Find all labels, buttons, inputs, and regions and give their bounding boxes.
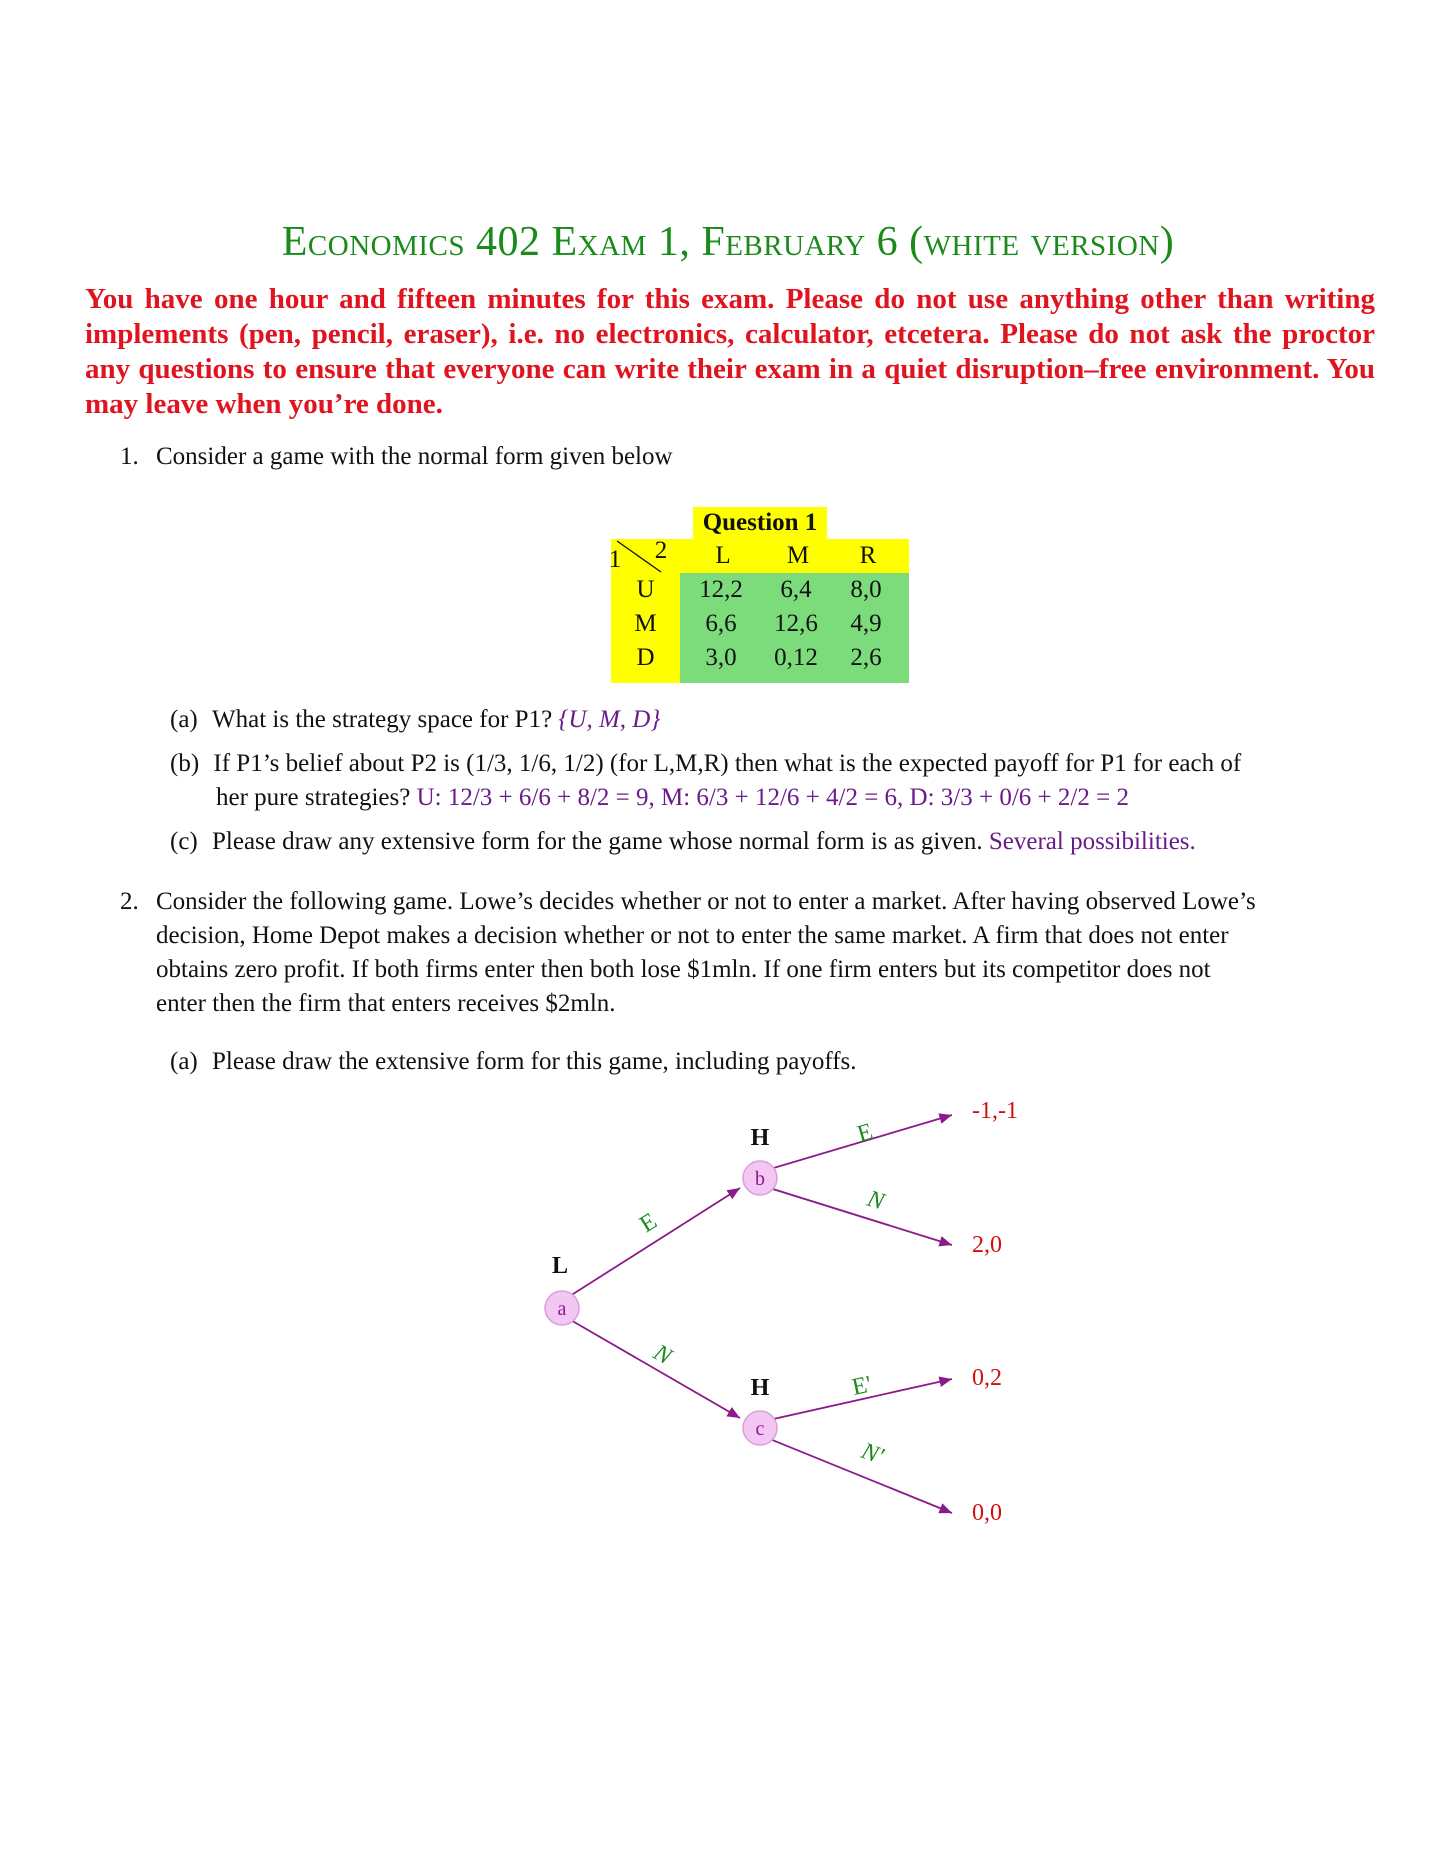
answer-text: Several possibilities. xyxy=(988,828,1196,855)
part-label: (c) xyxy=(170,828,198,855)
edge-root-enter xyxy=(562,1188,740,1301)
table-cell: 3,0 xyxy=(705,644,737,671)
question-line: obtains zero profit. If both firms enter then both lose $1mln. If one firm enters but its competitor does not xyxy=(156,956,1211,983)
question-1b-continued xyxy=(216,781,1386,815)
node-label: a xyxy=(557,1298,567,1320)
row-header: D xyxy=(636,644,655,671)
question-line: Consider the following game. Lowe’s decides whether or not to enter a market. After having observed Lowe’s xyxy=(156,888,1256,915)
part-label: (b) xyxy=(170,750,200,777)
edge-label: N xyxy=(649,1339,676,1371)
player-label: H xyxy=(750,1375,770,1401)
payoff-label: 0,0 xyxy=(972,1500,1002,1526)
question-text: Consider a game with the normal form given below xyxy=(156,443,673,470)
player-label: L xyxy=(551,1253,569,1279)
extensive-form-tree xyxy=(520,1085,1040,1545)
corner-player1: 1 xyxy=(608,546,622,573)
question-1c xyxy=(170,825,1380,859)
node-label: c xyxy=(755,1418,765,1440)
question-1b xyxy=(170,747,1380,781)
table-cell: 6,4 xyxy=(780,576,812,603)
table-cell: 12,6 xyxy=(774,610,818,637)
edge-label: E xyxy=(854,1118,876,1148)
part-text: Please draw any extensive form for the game whose normal form is as given. xyxy=(212,828,983,855)
row-header: M xyxy=(634,610,657,637)
player-label: H xyxy=(750,1125,770,1151)
answer-text: {U, M, D} xyxy=(558,706,661,733)
question-line: enter then the firm that enters receives $2mln. xyxy=(156,990,616,1017)
edge-root-not-enter xyxy=(562,1315,740,1418)
question-1 xyxy=(120,440,1380,474)
column-header: L xyxy=(715,542,731,569)
answer-text: U: 12/3 + 6/6 + 8/2 = 9, M: 6/3 + 12/6 + 4/2 = 6, D: 3/3 + 0/6 + 2/2 = 2 xyxy=(416,784,1129,811)
table-cell: 4,9 xyxy=(850,610,882,637)
part-text: her pure strategies? xyxy=(216,784,411,811)
question-line: decision, Home Depot makes a decision whether or not to enter the same market. A firm that does not enter xyxy=(156,922,1229,949)
payoff-label: 2,0 xyxy=(972,1232,1002,1258)
column-header: R xyxy=(859,542,877,569)
normal-form-table xyxy=(608,537,909,683)
question-number: 2. xyxy=(120,888,139,915)
part-text: Please draw the extensive form for this game, including payoffs. xyxy=(212,1048,857,1075)
question-2a xyxy=(170,1045,1380,1079)
table-cell: 8,0 xyxy=(850,576,882,603)
table-cell: 6,6 xyxy=(705,610,737,637)
payoff-grid xyxy=(680,573,909,683)
part-label: (a) xyxy=(170,1048,198,1075)
column-header: M xyxy=(786,542,810,569)
question-number: 1. xyxy=(120,443,139,470)
exam-instructions: You have one hour and fifteen minutes for this exam. Please do not use anything other than writing implements (pen, pencil, eraser), i.e. no electronics, calculator, etcetera. Please do not ask the proctor any questions to ensure that everyone can write their exam in a quiet disruption–free environment. You may leave when you’re done. xyxy=(85,283,1375,420)
payoff-label: 0,2 xyxy=(972,1365,1002,1391)
table-cell: 0,12 xyxy=(774,644,818,671)
edge-label: E xyxy=(635,1208,662,1239)
edge-top-not-enter xyxy=(760,1185,952,1245)
payoff-label: -1,-1 xyxy=(972,1098,1018,1124)
edge-label: E' xyxy=(849,1371,874,1401)
part-text: What is the strategy space for P1? xyxy=(212,706,553,733)
node-label: b xyxy=(755,1168,765,1190)
table-cell: 2,6 xyxy=(850,644,882,671)
corner-player2: 2 xyxy=(654,537,668,564)
table-caption: Question 1 xyxy=(693,507,827,539)
edge-label: N' xyxy=(857,1438,887,1470)
table-cell: 12,2 xyxy=(699,576,743,603)
question-2 xyxy=(120,885,1380,1025)
row-header: U xyxy=(636,576,655,603)
exam-title: Economics 402 Exam 1, February 6 (white version) xyxy=(281,219,1175,265)
question-1a xyxy=(170,703,1380,737)
edge-label: N xyxy=(864,1185,888,1216)
edge-bottom-not-enter xyxy=(760,1435,952,1513)
part-text: If P1’s belief about P2 is (1/3, 1/6, 1/2) (for L,M,R) then what is the expected payoff for P1 for each of xyxy=(213,750,1242,777)
part-label: (a) xyxy=(170,706,198,733)
